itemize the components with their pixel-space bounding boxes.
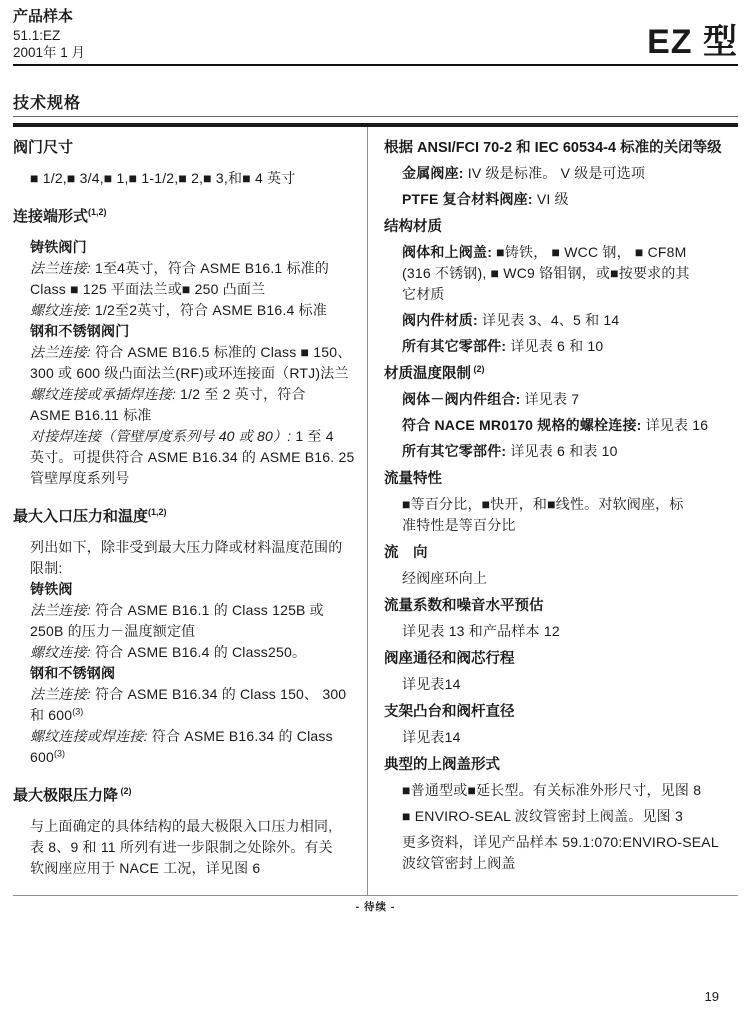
section-body	[384, 568, 738, 589]
text-line	[30, 747, 357, 768]
text-segment: 详见表 3、4、5 和 14	[477, 312, 620, 329]
right-column	[368, 127, 738, 895]
text-line	[30, 684, 357, 705]
section-body	[384, 389, 738, 462]
page-title: 技术规格	[13, 95, 82, 113]
section-heading	[384, 594, 738, 615]
text-segment: 结构材质	[384, 219, 442, 236]
text-line	[30, 342, 357, 363]
text-segment: 经阀座环向上	[402, 570, 488, 587]
text-line	[30, 300, 357, 321]
continuation-note: - 待续 -	[355, 901, 396, 914]
footnote-ref: (2)	[471, 364, 485, 375]
text-line	[402, 441, 738, 462]
text-segment: 和 600	[30, 707, 73, 724]
text-line	[402, 515, 738, 536]
text-segment: 铸铁阀门	[30, 239, 87, 256]
text-segment: ■ ENVIRO-SEAL 波纹管密封上阀盖。见图 3	[402, 808, 683, 825]
text-line	[402, 832, 738, 853]
text-line	[402, 263, 738, 284]
text-segment: 详见表 16	[641, 417, 709, 434]
text-segment: 600	[30, 749, 54, 766]
text-line	[30, 537, 357, 558]
text-segment: 详见表 7	[520, 391, 580, 408]
text-line	[30, 279, 357, 300]
text-segment: Class ■ 125 平面法兰或■ 250 凸面兰	[30, 281, 266, 298]
section-body	[384, 727, 738, 748]
text-line	[402, 242, 738, 263]
header-left-block	[13, 8, 85, 61]
text-line	[30, 837, 357, 858]
text-segment: 波纹管密封上阀盖	[402, 855, 516, 872]
section-body	[384, 163, 738, 210]
text-line	[402, 853, 738, 874]
text-line	[402, 163, 738, 184]
text-segment: IV 级是标准。 V 级是可选项	[463, 165, 646, 182]
text-segment: 钢和不锈钢阀门	[30, 323, 130, 340]
text-segment: 英寸。可提供符合 ASME B16.34 的 ASME B16. 25	[30, 449, 355, 466]
section-body	[384, 621, 738, 642]
section-heading	[384, 215, 738, 236]
text-line	[30, 705, 357, 726]
left-column	[13, 127, 368, 895]
text-segment: 螺纹连接或承插焊连接:	[30, 386, 177, 403]
text-segment: 300 或 600 级凸面法兰(RF)或环连接面（RTJ)法兰	[30, 365, 349, 382]
text-line	[402, 806, 738, 827]
text-line	[30, 621, 357, 642]
section-shutoff-class	[384, 136, 738, 210]
text-segment: ■ 1/2,■ 3/4,■ 1,■ 1-1/2,■ 2,■ 3,和■ 4 英寸	[30, 170, 296, 187]
text-line	[402, 494, 738, 515]
section-heading	[13, 136, 357, 157]
section-body	[13, 537, 357, 768]
text-segment: 软阀座应用于 NACE 工况，详见图 6	[30, 860, 261, 877]
text-line	[30, 558, 357, 579]
text-line	[402, 727, 738, 748]
text-segment: 阀座通径和阀芯行程	[384, 651, 515, 668]
text-segment: 1/2至2英寸，符合 ASME B16.4 标准	[90, 302, 327, 319]
text-segment: ■等百分比，■快开，和■线性。对软阀座，标	[402, 496, 684, 513]
text-line	[402, 621, 738, 642]
section-body	[384, 494, 738, 536]
text-segment: 列出如下，除非受到最大压力降或材料温度范围的	[30, 539, 343, 556]
text-line	[30, 663, 357, 684]
section-body	[384, 242, 738, 357]
text-segment: ASME B16.11 标准	[30, 407, 152, 424]
text-line	[402, 389, 738, 410]
footnote-ref: (2)	[118, 786, 132, 797]
text-segment: 典型的上阀盖形式	[384, 757, 500, 774]
text-segment: 支架凸台和阀杆直径	[384, 704, 515, 721]
section-heading	[384, 700, 738, 721]
footnote-ref: (3)	[72, 706, 84, 717]
title-hairline-rule	[13, 116, 738, 117]
text-line	[402, 336, 738, 357]
text-line	[30, 447, 357, 468]
section-max-inlet-pressure-temp	[13, 505, 357, 768]
text-segment: 详见表 6 和表 10	[506, 443, 618, 460]
text-line	[402, 415, 738, 436]
section-construction-materials	[384, 215, 738, 357]
table-bottom-rule	[13, 895, 738, 896]
text-segment: 符合 NACE MR0170 规格的螺栓连接:	[402, 417, 642, 434]
text-segment: 所有其它零部件:	[402, 338, 507, 355]
section-material-temp-limits	[384, 362, 738, 462]
text-segment: 管壁厚度系列号	[30, 470, 130, 487]
page-header	[13, 8, 738, 61]
text-segment: 材质温度限制	[384, 366, 471, 383]
section-port-diameter-travel	[384, 647, 738, 695]
text-segment: 1至4英寸，符合 ASME B16.1 标准的	[90, 260, 330, 277]
text-segment: 阀门尺寸	[13, 139, 74, 157]
text-segment: 符合 ASME B16.34 的 Class	[147, 728, 333, 745]
text-line	[30, 258, 357, 279]
text-segment: 螺纹连接或焊连接:	[30, 728, 148, 745]
text-segment: 详见表14	[402, 676, 461, 693]
text-segment: 符合 ASME B16.34 的 Class 150、 300	[90, 686, 347, 703]
text-line	[402, 284, 738, 305]
text-segment: 螺纹连接:	[30, 302, 91, 319]
section-flow-coefficients-noise	[384, 594, 738, 642]
text-segment: 对接焊连接（管壁厚度系列号 40 或 80）:	[30, 428, 292, 445]
text-line	[30, 426, 357, 447]
section-body	[13, 237, 357, 489]
text-segment: 流 向	[384, 545, 428, 562]
section-end-connections	[13, 205, 357, 489]
text-line	[402, 568, 738, 589]
two-column-body	[13, 127, 738, 895]
section-heading	[384, 362, 738, 383]
text-line	[30, 405, 357, 426]
text-line	[30, 579, 357, 600]
text-segment: 法兰连接:	[30, 686, 91, 703]
section-heading	[13, 505, 357, 526]
section-max-pressure-drop	[13, 784, 357, 879]
text-segment: 它材质	[402, 286, 445, 303]
text-segment: 钢和不锈钢阀	[30, 665, 116, 682]
text-segment: ■普通型或■延长型。有关标准外形尺寸，见图 8	[402, 782, 702, 799]
product-title: EZ 型	[647, 23, 738, 62]
bulletin-title: 产品样本	[13, 8, 74, 25]
text-segment: 最大入口压力和温度	[13, 508, 149, 526]
section-heading	[13, 784, 357, 805]
text-segment: VI 级	[532, 191, 569, 208]
text-segment: 最大极限压力降	[13, 787, 119, 805]
text-line	[30, 237, 357, 258]
text-line	[402, 310, 738, 331]
section-heading	[384, 753, 738, 774]
text-segment: 连接端形式	[13, 208, 89, 226]
section-bonnet-styles	[384, 753, 738, 874]
text-line	[402, 780, 738, 801]
text-segment: 根据 ANSI/FCI 70-2 和 IEC 60534-4 标准的关闭等级	[384, 140, 722, 157]
text-segment: 限制:	[30, 560, 63, 577]
text-line	[30, 858, 357, 879]
text-segment: 铸铁阀	[30, 581, 73, 598]
text-segment: 金属阀座:	[402, 165, 464, 182]
section-heading	[384, 541, 738, 562]
text-segment: 所有其它零部件:	[402, 443, 507, 460]
text-line	[402, 189, 738, 210]
section-body	[384, 780, 738, 874]
text-segment: 表 8、9 和 11 所列有进一步限制之处除外。有关	[30, 839, 333, 856]
text-segment: 符合 ASME B16.4 的 Class250。	[90, 644, 307, 661]
text-segment: 法兰连接:	[30, 602, 91, 619]
footnote-ref: (1,2)	[148, 507, 167, 518]
text-segment: 详见表 13 和产品样本 12	[402, 623, 560, 640]
text-line	[402, 674, 738, 695]
section-heading	[384, 647, 738, 668]
text-segment: 流量系数和噪音水平预估	[384, 598, 544, 615]
text-line	[30, 168, 357, 189]
text-segment: ■铸铁， ■ WCC 钢， ■ CF8M	[492, 244, 687, 261]
text-segment: 1 至 4	[291, 428, 334, 445]
text-segment: 符合 ASME B16.1 的 Class 125B 或	[90, 602, 324, 619]
text-segment: 详见表 6 和 10	[506, 338, 604, 355]
text-line	[30, 816, 357, 837]
section-heading	[13, 205, 357, 226]
text-segment: 螺纹连接:	[30, 644, 91, 661]
text-segment: 法兰连接:	[30, 260, 91, 277]
text-segment: 符合 ASME B16.5 标准的 Class ■ 150、	[90, 344, 352, 361]
text-segment: 250B 的压力－温度额定值	[30, 623, 196, 640]
text-segment: (316 不锈钢), ■ WC9 铬钼钢，或■按要求的其	[402, 265, 690, 282]
text-segment: 流量特性	[384, 471, 442, 488]
text-segment: PTFE 复合材料阀座:	[402, 191, 533, 208]
document-number: 51.1:EZ	[13, 27, 61, 43]
section-flow-characteristics	[384, 467, 738, 536]
footnote-ref: (1,2)	[88, 207, 107, 218]
text-segment: 阀体和上阀盖:	[402, 244, 493, 261]
text-segment: 阀体－阀内件组合:	[402, 391, 521, 408]
text-segment: 阀内件材质:	[402, 312, 478, 329]
section-flow-direction	[384, 541, 738, 589]
text-line	[30, 363, 357, 384]
text-line	[30, 321, 357, 342]
footnote-ref: (3)	[53, 748, 65, 759]
section-body	[13, 168, 357, 189]
text-line	[30, 468, 357, 489]
section-body	[384, 674, 738, 695]
section-heading	[384, 136, 738, 157]
text-line	[30, 726, 357, 747]
section-body	[13, 816, 357, 879]
header-rule	[13, 64, 738, 66]
document-date: 2001年 1 月	[13, 45, 86, 61]
section-valve-sizes	[13, 136, 357, 189]
page-number: 19	[704, 989, 719, 1004]
text-segment: 法兰连接:	[30, 344, 91, 361]
text-segment: 准特性是等百分比	[402, 517, 516, 534]
section-heading	[384, 467, 738, 488]
text-line	[30, 642, 357, 663]
text-segment: 与上面确定的具体结构的最大极限入口压力相同,	[30, 818, 333, 835]
section-yoke-boss-stem-diameter	[384, 700, 738, 748]
text-line	[30, 384, 357, 405]
text-segment: 详见表14	[402, 729, 461, 746]
text-line	[30, 600, 357, 621]
text-segment: 更多资料，详见产品样本 59.1:070:ENVIRO-SEAL	[402, 834, 719, 851]
text-segment: 1/2 至 2 英寸，符合	[176, 386, 306, 403]
